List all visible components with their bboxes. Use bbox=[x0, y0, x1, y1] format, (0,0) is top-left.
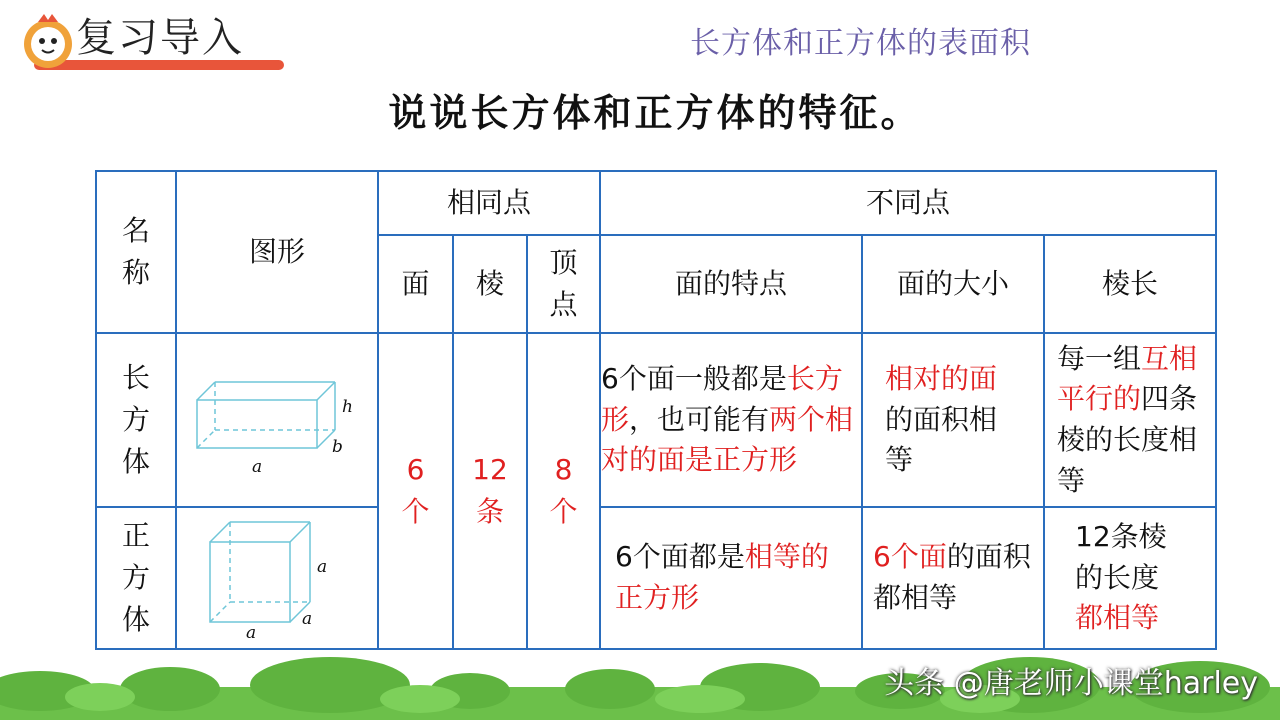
cuboid-drawing bbox=[192, 360, 362, 480]
cube-edge-length: 12条棱的长度都相等 bbox=[1044, 507, 1216, 649]
comparison-table bbox=[95, 170, 1217, 650]
header-name: 名称 bbox=[96, 171, 176, 333]
header-vertex: 顶点 bbox=[527, 235, 600, 333]
cuboid-figure bbox=[176, 333, 378, 507]
cuboid-edge-length: 每一组互相平行的四条棱的长度相等 bbox=[1044, 333, 1216, 507]
cube-label-a-right: a bbox=[317, 557, 328, 577]
cube-label-a-bottom-right: a bbox=[302, 609, 313, 629]
header-edge: 棱 bbox=[453, 235, 527, 333]
shared-edges: 12条 bbox=[453, 333, 527, 649]
header-edge-length: 棱长 bbox=[1044, 235, 1216, 333]
cube-face-size: 6个面的面积都相等 bbox=[862, 507, 1044, 649]
cuboid-label-a: a bbox=[252, 457, 263, 477]
cube-label-a-bottom: a bbox=[246, 623, 257, 640]
watermark: 头条 @唐老师小课堂harley bbox=[884, 666, 1258, 701]
lesson-subtitle: 长方体和正方体的表面积 bbox=[690, 26, 1031, 61]
header-face: 面 bbox=[378, 235, 453, 333]
header-face-size: 面的大小 bbox=[862, 235, 1044, 333]
cube-name: 正方体 bbox=[96, 507, 176, 649]
cuboid-label-b: b bbox=[332, 437, 343, 457]
cube-drawing bbox=[202, 516, 352, 640]
header-face-feature: 面的特点 bbox=[600, 235, 862, 333]
cuboid-face-size: 相对的面的面积相等 bbox=[862, 333, 1044, 507]
cuboid-label-h: h bbox=[342, 397, 353, 417]
section-badge-title: 复习导入 bbox=[76, 15, 244, 61]
shared-vertices: 8个 bbox=[527, 333, 600, 649]
header-same: 相同点 bbox=[378, 171, 600, 235]
header-diff: 不同点 bbox=[600, 171, 1216, 235]
cuboid-face-feature: 6个面一般都是长方形，也可能有两个相对的面是正方形 bbox=[600, 333, 862, 507]
cube-figure bbox=[176, 507, 378, 649]
cube-face-feature: 6个面都是相等的正方形 bbox=[600, 507, 862, 649]
header-shape: 图形 bbox=[176, 171, 378, 333]
cuboid-name: 长方体 bbox=[96, 333, 176, 507]
page-heading: 说说长方体和正方体的特征。 bbox=[388, 91, 922, 135]
shared-faces: 6个 bbox=[378, 333, 453, 649]
